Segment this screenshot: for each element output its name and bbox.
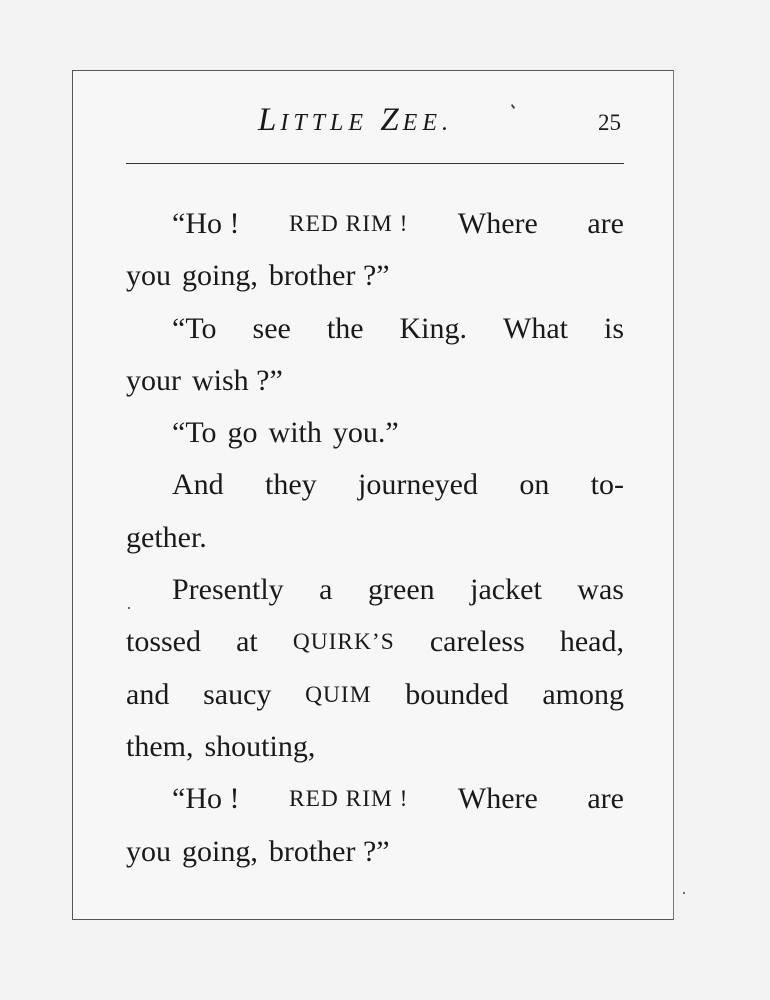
title-second-rest: EE. <box>402 110 453 136</box>
word: them, <box>126 729 194 763</box>
word: see <box>252 311 291 345</box>
word: green <box>368 573 435 607</box>
word: Where <box>457 782 538 816</box>
word: on <box>519 468 550 502</box>
name-red-rim: RED RIM ! <box>288 211 409 237</box>
word: is <box>603 311 624 345</box>
word: your <box>126 363 181 397</box>
word: a <box>319 573 333 607</box>
word: And <box>172 468 224 502</box>
word: the <box>326 311 364 345</box>
title-second-initial: Z <box>380 102 403 138</box>
header-rule <box>126 163 624 164</box>
text-line <box>126 512 624 564</box>
text-line <box>126 198 624 250</box>
word: are <box>587 207 624 240</box>
word: wish ?” <box>192 363 283 397</box>
word: “To <box>172 311 217 345</box>
text-line <box>126 773 624 825</box>
text-line <box>126 669 624 721</box>
word: gether. <box>126 520 207 554</box>
name-quirk: QUIRK’S <box>292 629 395 656</box>
word: among <box>542 677 624 711</box>
word: tossed <box>126 625 201 659</box>
word: are <box>587 782 624 816</box>
word: journeyed <box>358 468 478 502</box>
word: careless <box>429 625 525 659</box>
running-head-title <box>258 100 453 143</box>
page-number: 25 <box>598 110 621 135</box>
word: saucy <box>203 677 272 711</box>
word: and <box>126 677 170 711</box>
word: you <box>126 259 171 293</box>
word: they <box>265 468 317 502</box>
text-line <box>126 721 624 773</box>
word: at <box>236 625 258 659</box>
text-line <box>126 303 624 355</box>
word: King. <box>399 311 468 345</box>
word: bounded <box>405 677 509 711</box>
word: “To <box>172 416 217 450</box>
text-line <box>126 250 624 302</box>
word: with <box>268 416 322 450</box>
word: shouting, <box>204 729 316 763</box>
word: you <box>126 834 171 868</box>
body-text <box>126 198 624 878</box>
title-first-rest: ITTLE <box>280 110 369 136</box>
word: going, <box>182 259 258 293</box>
text-line <box>126 826 624 878</box>
word: “Ho ! <box>172 782 240 816</box>
print-speck <box>683 892 685 894</box>
text-line <box>126 407 624 459</box>
word: Where <box>457 207 538 240</box>
title-first-initial: L <box>258 102 281 138</box>
word: brother ?” <box>268 259 390 293</box>
word: brother ?” <box>268 834 390 868</box>
text-line <box>126 616 624 668</box>
word: “Ho ! <box>172 207 240 240</box>
word: was <box>577 573 624 607</box>
print-speck <box>128 607 130 609</box>
word: What <box>503 311 568 345</box>
word: you.” <box>332 416 399 450</box>
word: head, <box>559 625 624 659</box>
word: go <box>227 416 258 450</box>
name-red-rim: RED RIM ! <box>288 786 409 813</box>
text-line <box>126 459 624 511</box>
word: jacket <box>470 573 542 607</box>
name-quim: QUIM <box>305 681 372 708</box>
word: to- <box>590 468 624 502</box>
word: going, <box>182 834 258 868</box>
word: Presently <box>172 573 284 607</box>
text-line <box>126 564 624 616</box>
text-line <box>126 355 624 407</box>
